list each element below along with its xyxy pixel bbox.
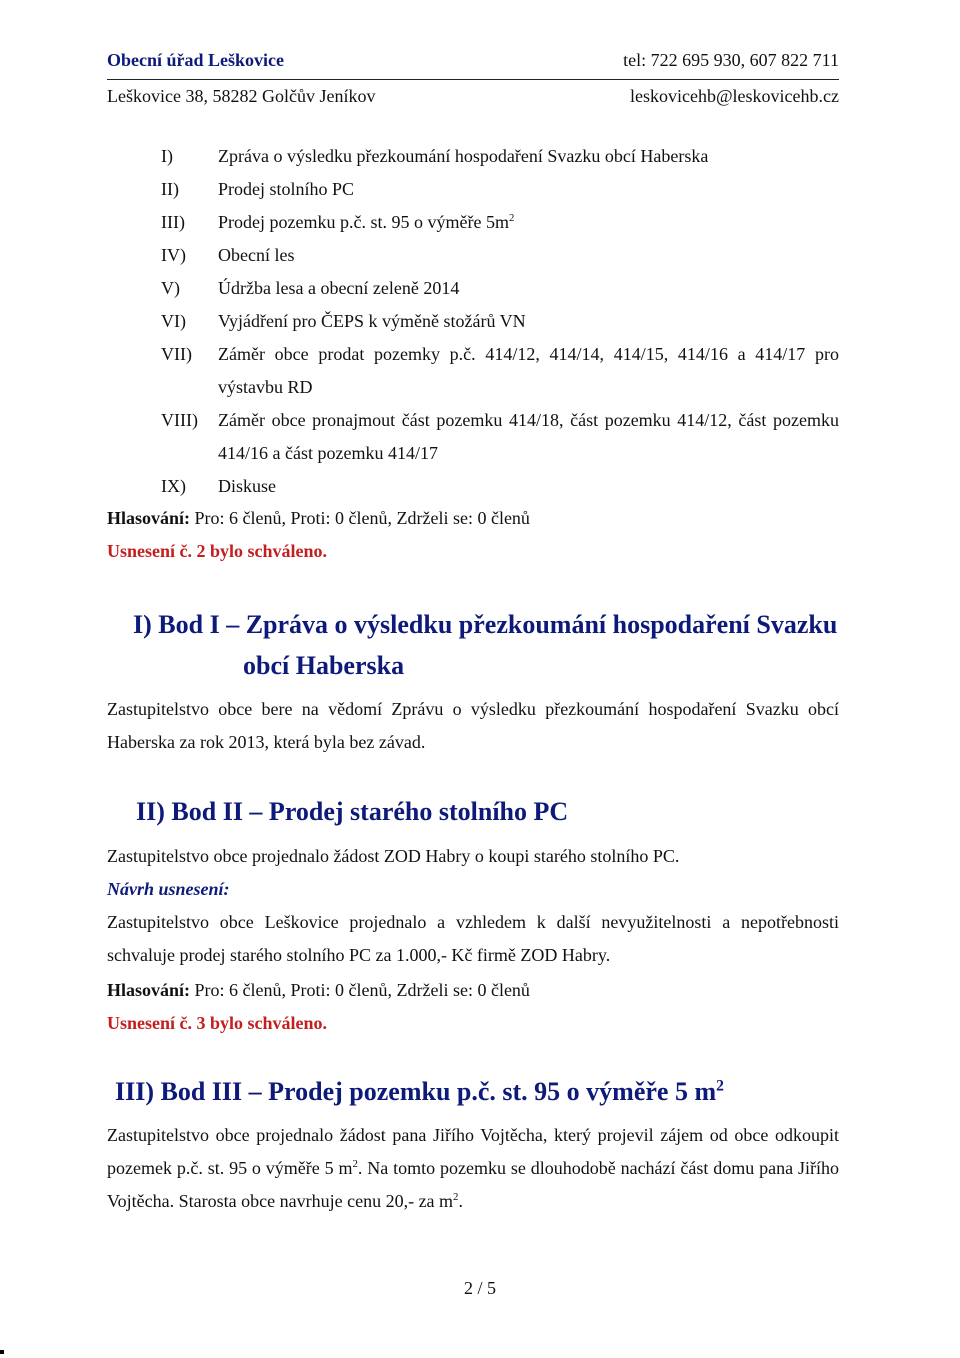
section-body: Zastupitelstvo obce bere na vědomí Zprávu o výsledku přezkoumání hospodaření Svazku obcí Haberska za rok 2013, která byla bez závad. [107, 699, 839, 752]
agenda-text: Prodej stolního PC [218, 179, 355, 199]
office-name: Obecní úřad Leškovice [107, 50, 285, 70]
agenda-number: I) [161, 146, 173, 166]
agenda-number: VI) [161, 311, 186, 331]
vote-label: Hlasování: [107, 508, 191, 528]
agenda-number: VIII) [161, 410, 198, 430]
phone-numbers: tel: 722 695 930, 607 822 711 [623, 50, 839, 70]
agenda-list [107, 140, 839, 503]
page-number: 2 / 5 [463, 1278, 496, 1298]
agenda-text: Vyjádření pro ČEPS k výměně stožárů VN [218, 311, 526, 331]
office-email: leskovicehb@leskovicehb.cz [629, 86, 839, 106]
section-heading: II) Bod II – Prodej starého stolního PC [136, 797, 569, 826]
vote-label: Hlasování: [107, 980, 191, 1000]
agenda-item [107, 404, 839, 470]
agenda-text: Obecní les [218, 245, 295, 265]
agenda-item [107, 173, 839, 206]
agenda-text [218, 206, 839, 239]
agenda-item [107, 140, 839, 173]
section-body-part: Zastupitelstvo obce projednalo žádost pana Jiřího Vojtěcha, který projevil zájem od obce odkoupit pozemek p.č. st. 95 o výměře 5 m [107, 1125, 839, 1178]
agenda-text: Zpráva o výsledku přezkoumání hospodaření Svazku obcí Haberska [218, 146, 709, 166]
vote-text: Pro: 6 členů, Proti: 0 členů, Zdrželi se: 0 členů [190, 508, 530, 528]
section-body: Zastupitelstvo obce projednalo žádost ZOD Habry o koupi starého stolního PC. [107, 846, 680, 866]
agenda-item [107, 272, 839, 305]
agenda-item [107, 338, 839, 404]
superscript: 2 [508, 212, 515, 224]
scan-mark [0, 1350, 4, 1354]
agenda-text-main: Prodej pozemku p.č. st. 95 o výměře 5m [218, 212, 509, 232]
section-heading-text: III) Bod III – Prodej pozemku p.č. st. 95 o výměře 5 m [115, 1077, 717, 1106]
agenda-number: IX) [161, 476, 186, 496]
agenda-number: VII) [161, 344, 192, 364]
agenda-item [107, 305, 839, 338]
agenda-item [107, 239, 839, 272]
agenda-number: III) [161, 212, 185, 232]
agenda-number: II) [161, 179, 179, 199]
section-heading: I) Bod I – Zpráva o výsledku přezkoumání hospodaření Svazku [133, 610, 838, 639]
section-body [107, 1119, 839, 1218]
section-heading [115, 1077, 724, 1107]
section-body-part: . [458, 1191, 463, 1211]
agenda-item [107, 470, 839, 503]
superscript: 2 [453, 1191, 459, 1203]
vote-result [107, 508, 530, 529]
agenda-text: Záměr obce prodat pozemky p.č. 414/12, 414/14, 414/15, 414/16 a 414/17 pro výstavbu RD [218, 344, 839, 397]
resolution-status: Usnesení č. 2 bylo schváleno. [107, 541, 328, 561]
agenda-text: Záměr obce pronajmout část pozemku 414/18, část pozemku 414/12, část pozemku 414/16 a část pozemku 414/17 [218, 410, 839, 463]
letterhead [107, 50, 839, 107]
agenda-number: V) [161, 278, 180, 298]
superscript: 2 [352, 1158, 358, 1170]
agenda-number: IV) [161, 245, 186, 265]
agenda-text: Diskuse [218, 476, 276, 496]
resolution-status: Usnesení č. 3 bylo schváleno. [107, 1013, 328, 1033]
office-address: Leškovice 38, 58282 Golčův Jeníkov [107, 86, 376, 106]
section-heading-continued: obcí Haberska [243, 651, 405, 680]
proposal-label: Návrh usnesení: [107, 879, 230, 899]
superscript: 2 [716, 1077, 724, 1095]
section-body-part: . Na tomto pozemku se dlouhodobě nachází část domu pana Jiřího Vojtěcha. Starosta obce navrhuje cenu 20,- za m [107, 1158, 839, 1211]
header-divider [107, 79, 839, 80]
agenda-item [107, 206, 839, 239]
agenda-text: Údržba lesa a obecní zeleně 2014 [218, 278, 460, 298]
proposal-text: Zastupitelstvo obce Leškovice projednalo a vzhledem k další nevyužitelnosti a nepotřebnosti schvaluje prodej starého stolního PC za 1.000,- Kč firmě ZOD Habry. [107, 912, 839, 965]
vote-result [107, 980, 530, 1001]
vote-text: Pro: 6 členů, Proti: 0 členů, Zdrželi se: 0 členů [190, 980, 530, 1000]
